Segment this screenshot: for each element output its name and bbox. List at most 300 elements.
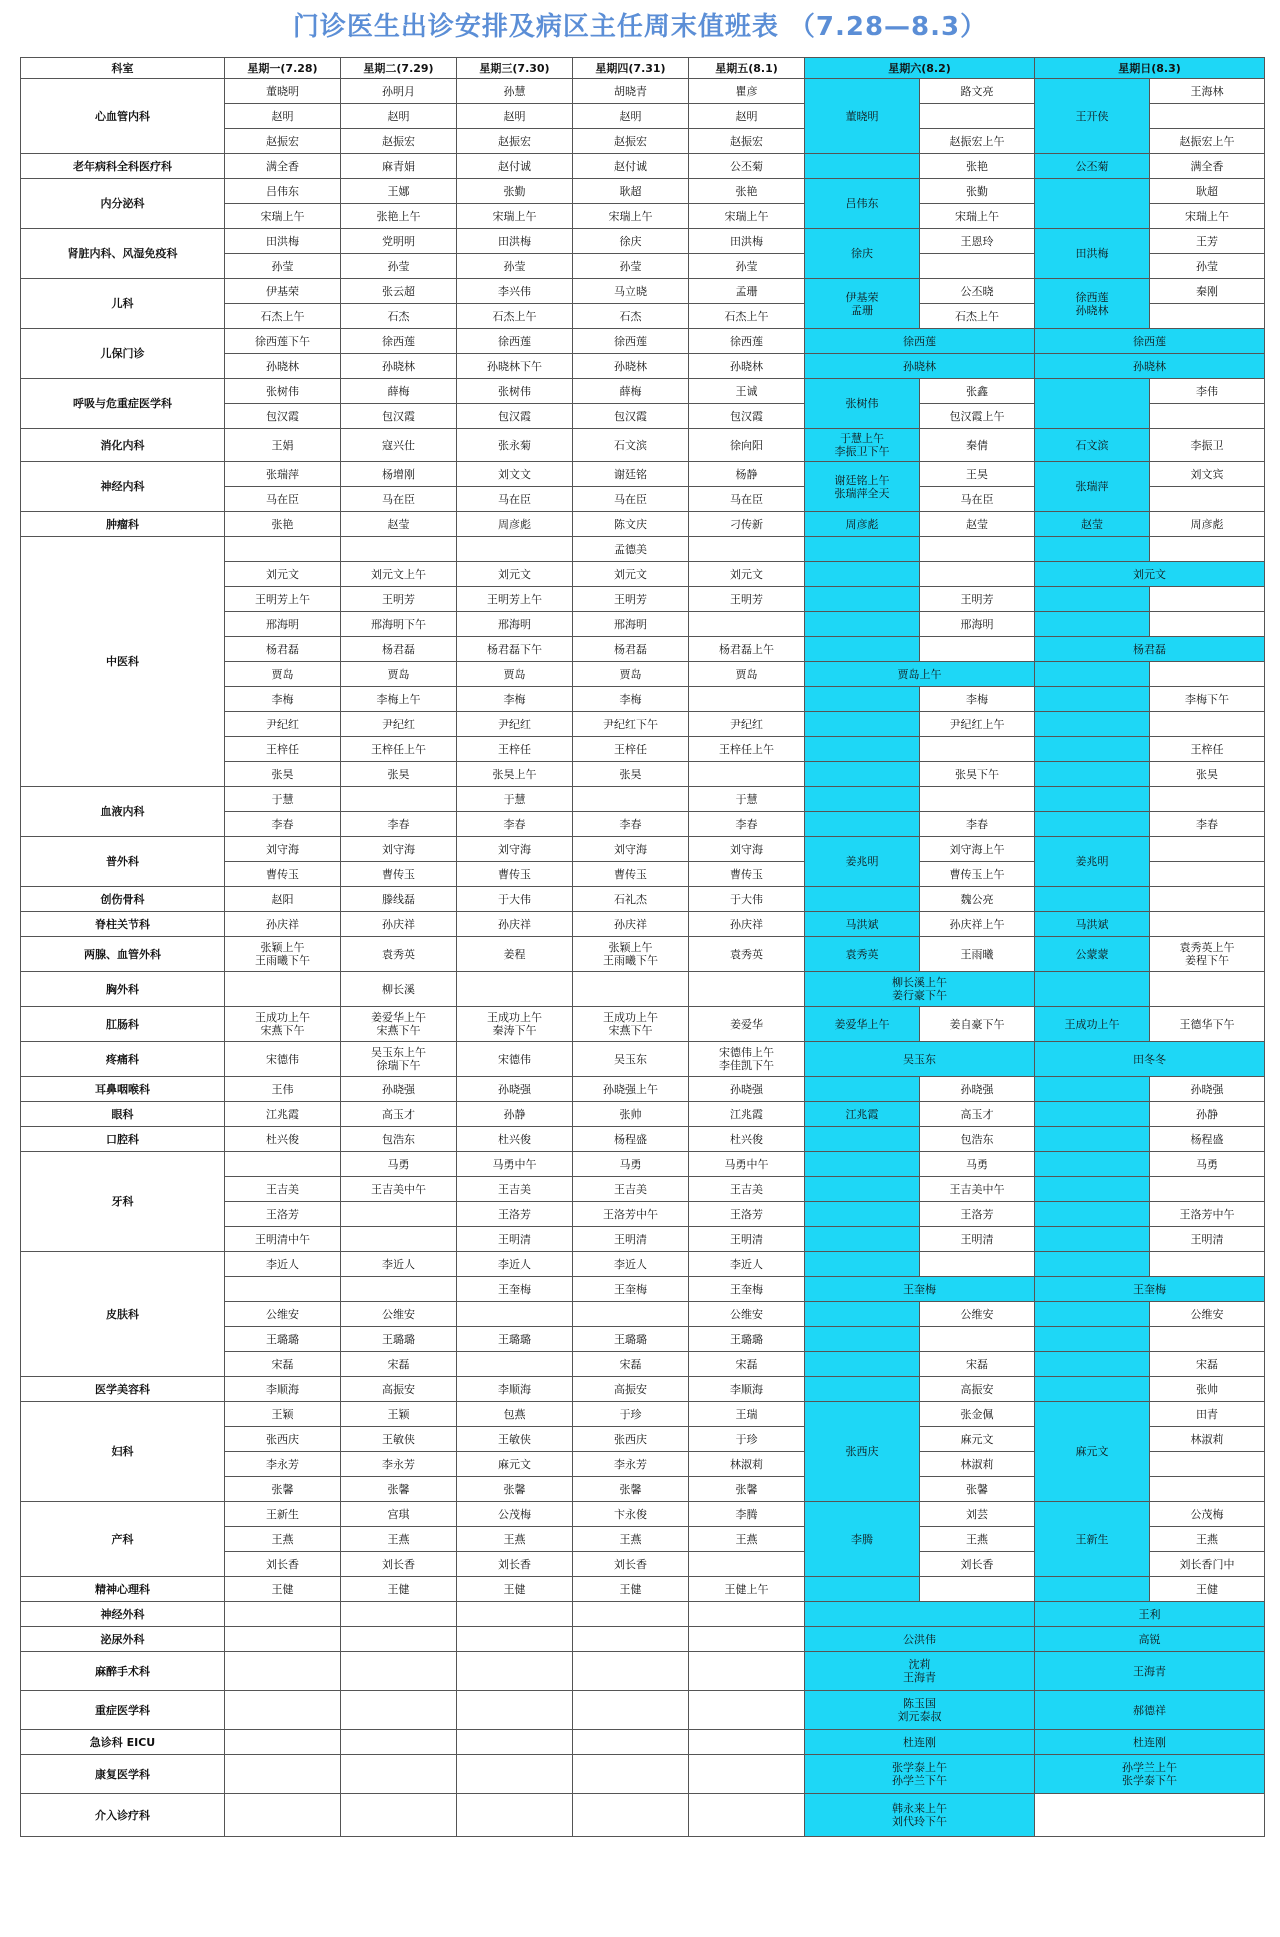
dept-name: 康复医学科	[21, 1755, 225, 1794]
schedule-row	[21, 429, 1265, 462]
schedule-cell: 赵付诚	[457, 154, 573, 179]
schedule-cell: 宋磊	[573, 1352, 689, 1377]
schedule-cell: 韩永来上午 刘代玲下午	[805, 1794, 1035, 1837]
schedule-cell: 张颖上午 王雨曦下午	[225, 937, 341, 972]
schedule-cell	[1150, 887, 1265, 912]
schedule-cell: 赵莹	[920, 512, 1035, 537]
schedule-cell: 赵阳	[225, 887, 341, 912]
schedule-cell	[225, 1602, 341, 1627]
schedule-cell	[1035, 1152, 1150, 1177]
schedule-cell: 马勇	[341, 1152, 457, 1177]
schedule-cell: 张学泰上午 孙学兰下午	[805, 1755, 1035, 1794]
schedule-cell: 孙晓林	[341, 354, 457, 379]
schedule-body	[21, 79, 1265, 1837]
schedule-cell: 宋德伟	[457, 1042, 573, 1077]
schedule-cell: 李兴伟	[457, 279, 573, 304]
schedule-cell: 刘元文	[573, 562, 689, 587]
dept-name: 两腺、血管外科	[21, 937, 225, 972]
schedule-cell: 王明芳上午	[225, 587, 341, 612]
schedule-cell: 王吉美中午	[341, 1177, 457, 1202]
schedule-cell	[457, 972, 573, 1007]
schedule-cell: 刘长香	[457, 1552, 573, 1577]
schedule-cell: 孙晓林	[573, 354, 689, 379]
schedule-cell: 王梓任	[573, 737, 689, 762]
schedule-cell	[920, 1577, 1035, 1602]
schedule-cell: 徐西莲	[689, 329, 805, 354]
schedule-cell: 孙莹	[341, 254, 457, 279]
schedule-cell	[805, 587, 920, 612]
schedule-row	[21, 1730, 1265, 1755]
schedule-cell: 柳长溪	[341, 972, 457, 1007]
schedule-cell	[805, 637, 920, 662]
schedule-cell: 孙庆祥上午	[920, 912, 1035, 937]
schedule-cell: 包汉霞	[573, 404, 689, 429]
schedule-cell: 尹纪红	[341, 712, 457, 737]
schedule-cell: 赵明	[573, 104, 689, 129]
schedule-cell: 王燕	[920, 1527, 1035, 1552]
schedule-cell	[341, 1602, 457, 1627]
schedule-cell	[689, 972, 805, 1007]
schedule-cell: 田青	[1150, 1402, 1265, 1427]
schedule-cell: 张金佩	[920, 1402, 1035, 1427]
schedule-cell: 王燕	[1150, 1527, 1265, 1552]
schedule-cell	[805, 1327, 920, 1352]
dept-name: 疼痛科	[21, 1042, 225, 1077]
schedule-cell: 宋德伟上午 李佳凯下午	[689, 1042, 805, 1077]
schedule-cell: 林淑莉	[1150, 1427, 1265, 1452]
schedule-cell: 贾岛	[341, 662, 457, 687]
schedule-cell: 刘长香	[573, 1552, 689, 1577]
schedule-cell	[1150, 1252, 1265, 1277]
dept-name: 肿瘤科	[21, 512, 225, 537]
schedule-cell: 田冬冬	[1035, 1042, 1265, 1077]
schedule-cell	[341, 1652, 457, 1691]
schedule-cell: 李永芳	[573, 1452, 689, 1477]
schedule-cell: 袁秀英	[341, 937, 457, 972]
schedule-cell: 林淑莉	[689, 1452, 805, 1477]
schedule-cell: 宫琪	[341, 1502, 457, 1527]
schedule-cell	[1150, 1477, 1265, 1502]
schedule-cell: 王海林	[1150, 79, 1265, 104]
schedule-cell: 刘长香	[341, 1552, 457, 1577]
header-row	[21, 58, 1265, 79]
schedule-cell: 卞永俊	[573, 1502, 689, 1527]
schedule-cell: 包汉霞	[225, 404, 341, 429]
schedule-cell: 赵莹	[341, 512, 457, 537]
schedule-cell: 赵振宏	[225, 129, 341, 154]
dept-name: 老年病科全科医疗科	[21, 154, 225, 179]
schedule-cell: 邢海明	[457, 612, 573, 637]
schedule-cell	[341, 1730, 457, 1755]
dept-name: 妇科	[21, 1402, 225, 1502]
schedule-cell	[573, 1627, 689, 1652]
schedule-row	[21, 512, 1265, 537]
schedule-cell: 周彦彪	[457, 512, 573, 537]
schedule-cell	[1035, 662, 1150, 687]
schedule-cell: 路文亮	[920, 79, 1035, 104]
schedule-cell	[689, 1652, 805, 1691]
schedule-cell	[1035, 1794, 1265, 1837]
schedule-cell: 王梓任上午	[689, 737, 805, 762]
schedule-cell: 张昊下午	[920, 762, 1035, 787]
schedule-cell: 王洛芳	[689, 1202, 805, 1227]
schedule-cell: 高玉才	[920, 1102, 1035, 1127]
schedule-cell: 王海青	[1035, 1652, 1265, 1691]
dept-name: 血液内科	[21, 787, 225, 837]
schedule-cell	[805, 812, 920, 837]
schedule-row	[21, 1691, 1265, 1730]
schedule-cell	[689, 1691, 805, 1730]
schedule-cell: 吕伟东	[225, 179, 341, 204]
header-mon: 星期一(7.28)	[225, 58, 341, 79]
schedule-cell: 李伟	[1150, 379, 1265, 404]
schedule-cell: 张颖上午 王雨曦下午	[573, 937, 689, 972]
schedule-cell: 姜自豪下午	[920, 1007, 1035, 1042]
schedule-cell	[225, 1627, 341, 1652]
schedule-cell: 王洛芳中午	[573, 1202, 689, 1227]
schedule-row	[21, 1627, 1265, 1652]
schedule-cell: 高玉才	[341, 1102, 457, 1127]
schedule-cell: 姜兆明	[1035, 837, 1150, 887]
schedule-cell: 刘守海	[225, 837, 341, 862]
schedule-cell: 马勇	[573, 1152, 689, 1177]
schedule-cell: 张馨	[341, 1477, 457, 1502]
schedule-cell: 王敏侠	[341, 1427, 457, 1452]
schedule-cell: 孙庆祥	[573, 912, 689, 937]
schedule-cell: 吴玉东上午 徐瑞下午	[341, 1042, 457, 1077]
schedule-cell: 麻元文	[457, 1452, 573, 1477]
schedule-cell	[1150, 404, 1265, 429]
schedule-cell: 孙晓林下午	[457, 354, 573, 379]
schedule-cell	[689, 1794, 805, 1837]
schedule-cell	[225, 1691, 341, 1730]
schedule-cell	[1035, 1327, 1150, 1352]
schedule-cell: 包汉霞	[457, 404, 573, 429]
schedule-cell: 王燕	[573, 1527, 689, 1552]
schedule-row	[21, 1102, 1265, 1127]
schedule-cell: 杨君磊	[1035, 637, 1265, 662]
schedule-cell: 徐庆	[805, 229, 920, 279]
dept-name: 介入诊疗科	[21, 1794, 225, 1837]
schedule-cell: 孙晓强	[689, 1077, 805, 1102]
schedule-cell: 邢海明	[573, 612, 689, 637]
schedule-cell	[689, 762, 805, 787]
schedule-cell: 魏公亮	[920, 887, 1035, 912]
schedule-cell: 马洪斌	[1035, 912, 1150, 937]
schedule-cell: 于慧	[457, 787, 573, 812]
schedule-row	[21, 972, 1265, 1007]
schedule-cell: 徐西莲下午	[225, 329, 341, 354]
schedule-table-container	[20, 57, 1260, 1837]
schedule-cell: 张馨	[689, 1477, 805, 1502]
schedule-cell: 张馨	[225, 1477, 341, 1502]
schedule-cell	[1150, 972, 1265, 1007]
schedule-cell: 王璐璐	[573, 1327, 689, 1352]
schedule-cell: 李春	[920, 812, 1035, 837]
schedule-cell: 孙莹	[457, 254, 573, 279]
dept-name: 创伤骨科	[21, 887, 225, 912]
schedule-cell: 张树伟	[457, 379, 573, 404]
schedule-cell: 宋磊	[225, 1352, 341, 1377]
schedule-cell: 王璐璐	[341, 1327, 457, 1352]
schedule-cell: 江兆霞	[689, 1102, 805, 1127]
schedule-cell: 王明芳	[689, 587, 805, 612]
schedule-cell	[1035, 537, 1150, 562]
schedule-cell	[225, 1277, 341, 1302]
schedule-cell	[457, 537, 573, 562]
schedule-cell: 孙明月	[341, 79, 457, 104]
schedule-cell	[1150, 612, 1265, 637]
schedule-row	[21, 1007, 1265, 1042]
schedule-cell: 杨静	[689, 462, 805, 487]
schedule-cell: 孟珊	[689, 279, 805, 304]
schedule-cell	[457, 1730, 573, 1755]
schedule-cell: 王健	[573, 1577, 689, 1602]
schedule-cell: 孟德美	[573, 537, 689, 562]
schedule-cell: 张勤	[920, 179, 1035, 204]
schedule-cell: 李梅	[920, 687, 1035, 712]
schedule-cell: 孙静	[1150, 1102, 1265, 1127]
schedule-cell: 王明清	[920, 1227, 1035, 1252]
schedule-cell: 王芳	[1150, 229, 1265, 254]
schedule-cell: 包浩东	[341, 1127, 457, 1152]
dept-name: 医学美容科	[21, 1377, 225, 1402]
schedule-cell: 孙晓强	[1150, 1077, 1265, 1102]
schedule-cell: 杨君磊下午	[457, 637, 573, 662]
schedule-cell	[457, 1652, 573, 1691]
header-dept: 科室	[21, 58, 225, 79]
schedule-cell	[1150, 487, 1265, 512]
schedule-cell	[1150, 1452, 1265, 1477]
schedule-cell	[805, 1602, 1035, 1627]
dept-name: 神经内科	[21, 462, 225, 512]
schedule-cell: 王诚	[689, 379, 805, 404]
schedule-cell: 刘守海上午	[920, 837, 1035, 862]
schedule-cell: 刘元文上午	[341, 562, 457, 587]
schedule-cell: 孙晓强	[920, 1077, 1035, 1102]
schedule-cell	[920, 537, 1035, 562]
schedule-cell: 张永菊	[457, 429, 573, 462]
schedule-cell: 张云超	[341, 279, 457, 304]
schedule-cell: 王洛芳	[920, 1202, 1035, 1227]
schedule-cell: 公维安	[341, 1302, 457, 1327]
schedule-cell: 张瑞萍	[225, 462, 341, 487]
schedule-row	[21, 837, 1265, 862]
dept-name: 泌尿外科	[21, 1627, 225, 1652]
schedule-cell: 麻元文	[1035, 1402, 1150, 1502]
schedule-cell: 石文滨	[1035, 429, 1150, 462]
schedule-cell	[805, 887, 920, 912]
schedule-cell: 李春	[573, 812, 689, 837]
dept-name: 胸外科	[21, 972, 225, 1007]
schedule-cell: 高振安	[573, 1377, 689, 1402]
schedule-cell	[1035, 1202, 1150, 1227]
schedule-cell	[457, 1302, 573, 1327]
schedule-cell	[1150, 662, 1265, 687]
schedule-cell	[1035, 687, 1150, 712]
schedule-row	[21, 462, 1265, 487]
schedule-row	[21, 1152, 1265, 1177]
schedule-cell: 王梓任上午	[341, 737, 457, 762]
schedule-cell: 周彦彪	[1150, 512, 1265, 537]
schedule-cell: 杨君磊	[573, 637, 689, 662]
schedule-cell: 石杰上午	[457, 304, 573, 329]
schedule-cell: 王燕	[341, 1527, 457, 1552]
schedule-cell: 王吉美	[689, 1177, 805, 1202]
schedule-cell: 刘守海	[457, 837, 573, 862]
schedule-cell: 王洛芳中午	[1150, 1202, 1265, 1227]
schedule-cell: 王明清	[457, 1227, 573, 1252]
schedule-cell: 公丕菊	[689, 154, 805, 179]
schedule-cell	[1035, 1227, 1150, 1252]
schedule-cell: 王奎梅	[573, 1277, 689, 1302]
schedule-cell: 伊基荣	[225, 279, 341, 304]
schedule-cell: 徐西莲 孙晓林	[1035, 279, 1150, 329]
schedule-cell: 于大伟	[457, 887, 573, 912]
schedule-cell: 董晓明	[805, 79, 920, 154]
schedule-cell: 杜连刚	[805, 1730, 1035, 1755]
schedule-cell: 宋德伟	[225, 1042, 341, 1077]
schedule-cell: 陈文庆	[573, 512, 689, 537]
schedule-cell	[1035, 762, 1150, 787]
schedule-cell: 孙晓强	[457, 1077, 573, 1102]
schedule-cell	[341, 1277, 457, 1302]
schedule-cell	[1035, 1077, 1150, 1102]
schedule-cell: 杨君磊上午	[689, 637, 805, 662]
schedule-cell: 王成功上午 宋燕下午	[573, 1007, 689, 1042]
schedule-cell: 张西庆	[573, 1427, 689, 1452]
schedule-cell: 姜程	[457, 937, 573, 972]
schedule-cell: 王德华下午	[1150, 1007, 1265, 1042]
schedule-cell	[805, 1352, 920, 1377]
schedule-cell: 刘元文	[689, 562, 805, 587]
schedule-cell: 姜爱华上午	[805, 1007, 920, 1042]
schedule-cell: 宋磊	[689, 1352, 805, 1377]
schedule-cell: 寇兴仕	[341, 429, 457, 462]
schedule-cell: 田洪梅	[225, 229, 341, 254]
schedule-cell: 杨君磊	[341, 637, 457, 662]
schedule-cell	[1150, 1327, 1265, 1352]
schedule-cell: 王明芳	[573, 587, 689, 612]
schedule-cell	[920, 637, 1035, 662]
schedule-cell: 张勤	[457, 179, 573, 204]
schedule-cell: 赵明	[341, 104, 457, 129]
schedule-cell: 王梓任	[1150, 737, 1265, 762]
schedule-cell: 刘芸	[920, 1502, 1035, 1527]
schedule-cell: 谢廷铭	[573, 462, 689, 487]
schedule-cell: 尹纪红	[225, 712, 341, 737]
schedule-cell: 麻元文	[920, 1427, 1035, 1452]
schedule-cell: 曹传玉	[341, 862, 457, 887]
header-thu: 星期四(7.31)	[573, 58, 689, 79]
schedule-cell: 徐西莲	[805, 329, 1035, 354]
schedule-cell	[341, 537, 457, 562]
schedule-cell: 江兆霞	[805, 1102, 920, 1127]
schedule-cell	[1035, 1252, 1150, 1277]
schedule-row	[21, 79, 1265, 104]
schedule-cell: 陈玉国 刘元泰叔	[805, 1691, 1035, 1730]
dept-name: 儿保门诊	[21, 329, 225, 379]
schedule-cell: 包浩东	[920, 1127, 1035, 1152]
dept-name: 产科	[21, 1502, 225, 1577]
schedule-cell	[573, 1652, 689, 1691]
schedule-cell: 江兆霞	[225, 1102, 341, 1127]
schedule-cell: 刘元文	[1035, 562, 1265, 587]
schedule-cell: 王明清	[689, 1227, 805, 1252]
schedule-cell	[1035, 1127, 1150, 1152]
schedule-cell: 马在臣	[457, 487, 573, 512]
schedule-cell: 刘长香	[920, 1552, 1035, 1577]
schedule-cell: 尹纪红	[689, 712, 805, 737]
dept-name: 中医科	[21, 537, 225, 787]
schedule-cell: 宋磊	[1150, 1352, 1265, 1377]
schedule-cell: 王成功上午 秦涛下午	[457, 1007, 573, 1042]
schedule-cell: 张树伟	[225, 379, 341, 404]
schedule-row	[21, 1042, 1265, 1077]
schedule-cell: 张昊上午	[457, 762, 573, 787]
schedule-cell	[573, 972, 689, 1007]
schedule-cell: 柳长溪上午 姜行豪下午	[805, 972, 1035, 1007]
schedule-cell	[1150, 787, 1265, 812]
schedule-cell: 王梓任	[225, 737, 341, 762]
schedule-cell: 石杰	[573, 304, 689, 329]
dept-name: 精神心理科	[21, 1577, 225, 1602]
schedule-cell: 党明明	[341, 229, 457, 254]
schedule-cell	[1150, 712, 1265, 737]
schedule-cell: 尹纪红下午	[573, 712, 689, 737]
schedule-cell	[573, 1794, 689, 1837]
schedule-cell: 张鑫	[920, 379, 1035, 404]
schedule-cell: 袁秀英	[805, 937, 920, 972]
schedule-cell: 袁秀英	[689, 937, 805, 972]
schedule-cell: 公茂梅	[1150, 1502, 1265, 1527]
schedule-cell: 赵莹	[1035, 512, 1150, 537]
schedule-cell: 李顺海	[689, 1377, 805, 1402]
schedule-cell: 王明芳上午	[457, 587, 573, 612]
schedule-cell	[805, 1377, 920, 1402]
schedule-cell: 石杰上午	[225, 304, 341, 329]
schedule-cell: 张艳	[920, 154, 1035, 179]
schedule-cell: 马在臣	[689, 487, 805, 512]
schedule-row	[21, 179, 1265, 204]
schedule-cell: 张艳	[225, 512, 341, 537]
schedule-cell: 公茂梅	[457, 1502, 573, 1527]
schedule-cell: 赵振宏上午	[1150, 129, 1265, 154]
dept-name: 牙科	[21, 1152, 225, 1252]
schedule-cell: 王吉美	[457, 1177, 573, 1202]
schedule-cell	[1035, 812, 1150, 837]
schedule-cell	[225, 1755, 341, 1794]
schedule-cell: 李近人	[225, 1252, 341, 1277]
schedule-cell: 王成功上午 宋燕下午	[225, 1007, 341, 1042]
schedule-cell: 王燕	[225, 1527, 341, 1552]
schedule-cell: 李梅下午	[1150, 687, 1265, 712]
schedule-cell	[805, 1202, 920, 1227]
schedule-cell: 秦倩	[920, 429, 1035, 462]
schedule-cell	[1035, 179, 1150, 229]
schedule-cell	[1035, 887, 1150, 912]
dept-name: 麻醉手术科	[21, 1652, 225, 1691]
schedule-cell: 李梅上午	[341, 687, 457, 712]
schedule-cell: 孙静	[457, 1102, 573, 1127]
schedule-cell: 张瑞萍	[1035, 462, 1150, 512]
schedule-cell: 孙莹	[1150, 254, 1265, 279]
schedule-cell: 董晓明	[225, 79, 341, 104]
schedule-cell: 王燕	[457, 1527, 573, 1552]
schedule-cell: 耿超	[573, 179, 689, 204]
schedule-cell: 徐庆	[573, 229, 689, 254]
schedule-cell: 郝德祥	[1035, 1691, 1265, 1730]
